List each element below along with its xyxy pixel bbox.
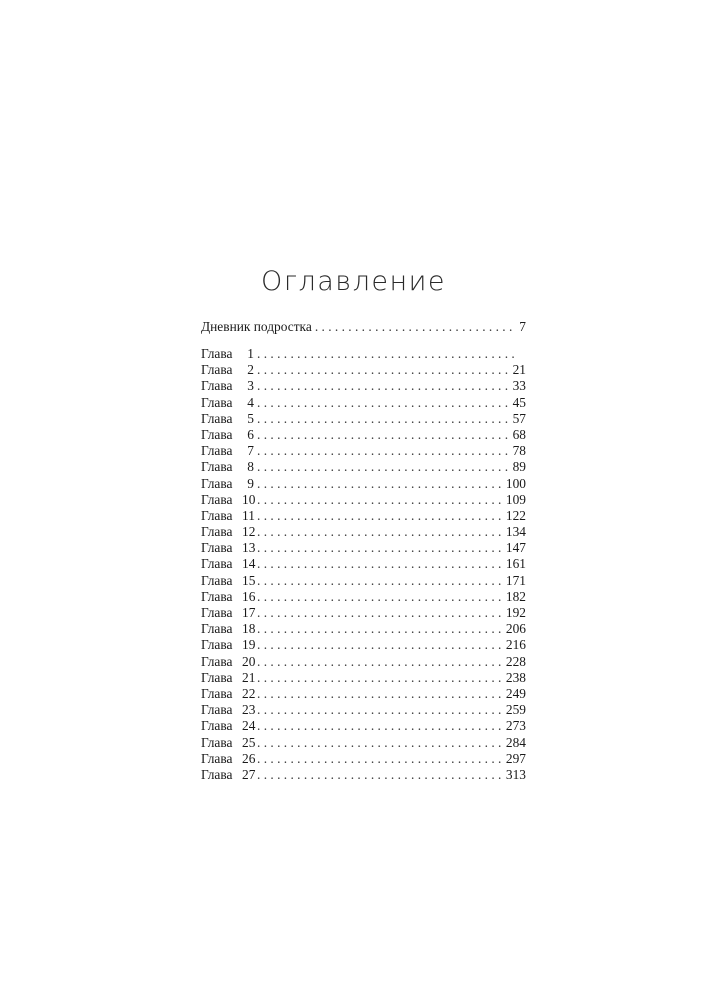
chapter-list bbox=[201, 346, 526, 783]
chapter-word: Глава bbox=[201, 685, 233, 701]
chapter-number: 2 bbox=[247, 362, 254, 378]
toc-entry-page: 134 bbox=[505, 524, 526, 540]
toc-entry-page: 171 bbox=[505, 572, 526, 588]
toc-entry-page: 122 bbox=[505, 507, 526, 523]
toc-entry-chapter bbox=[201, 540, 526, 556]
toc-entry-page: 297 bbox=[505, 750, 526, 766]
chapter-number: 27 bbox=[242, 766, 256, 782]
toc-entry-page: 33 bbox=[512, 378, 526, 394]
chapter-word: Глава bbox=[201, 702, 233, 718]
chapter-number: 4 bbox=[247, 394, 254, 410]
toc-entry-chapter bbox=[201, 378, 526, 394]
dot-leader bbox=[315, 318, 515, 336]
toc-entry-chapter bbox=[201, 751, 526, 767]
toc-entry-label bbox=[201, 395, 254, 411]
dot-leader bbox=[257, 524, 503, 540]
chapter-number: 18 bbox=[242, 621, 256, 637]
dot-leader bbox=[257, 751, 503, 767]
toc-entry-label bbox=[201, 524, 254, 540]
dot-leader bbox=[257, 735, 503, 751]
toc-entry-chapter bbox=[201, 459, 526, 475]
toc-entry-chapter bbox=[201, 702, 526, 718]
toc-entry-chapter bbox=[201, 621, 526, 637]
dot-leader bbox=[257, 605, 503, 621]
chapter-word: Глава bbox=[201, 669, 233, 685]
chapter-word: Глава bbox=[201, 556, 233, 572]
chapter-word: Глава bbox=[201, 588, 233, 604]
chapter-number: 1 bbox=[247, 346, 254, 361]
toc-entry-chapter bbox=[201, 476, 526, 492]
toc-entry-label: Дневник подростка bbox=[201, 319, 312, 334]
toc-entry-chapter bbox=[201, 362, 526, 378]
toc-entry-label bbox=[201, 751, 254, 767]
toc-entry-page: 249 bbox=[505, 685, 526, 701]
toc-entry-label bbox=[201, 605, 254, 621]
toc-entry-label bbox=[201, 508, 254, 524]
toc-entry-page: 182 bbox=[505, 588, 526, 604]
dot-leader bbox=[257, 589, 503, 605]
chapter-word: Глава bbox=[201, 394, 233, 410]
chapter-number: 25 bbox=[242, 734, 256, 750]
toc-entry-chapter bbox=[201, 637, 526, 653]
toc-entry-page: 100 bbox=[505, 475, 526, 491]
dot-leader bbox=[257, 395, 510, 411]
chapter-number: 26 bbox=[242, 750, 256, 766]
chapter-word: Глава bbox=[201, 653, 233, 669]
dot-leader bbox=[257, 767, 503, 783]
toc-entry-label bbox=[201, 718, 254, 734]
dot-leader bbox=[257, 508, 503, 524]
toc-entry-chapter bbox=[201, 589, 526, 605]
chapter-number: 21 bbox=[242, 669, 256, 685]
chapter-number: 23 bbox=[242, 702, 256, 718]
toc-entry-page: 284 bbox=[505, 734, 526, 750]
dot-leader bbox=[257, 411, 510, 427]
dot-leader bbox=[257, 556, 503, 572]
toc-entry-label bbox=[201, 411, 254, 427]
chapter-word: Глава bbox=[201, 637, 233, 653]
toc-entry-page: 7 bbox=[519, 319, 526, 334]
toc-entry-page: 161 bbox=[505, 556, 526, 572]
toc-entry-page: 21 bbox=[512, 362, 526, 378]
chapter-number: 7 bbox=[247, 443, 254, 459]
toc-entry-page: 313 bbox=[505, 766, 526, 782]
chapter-word: Глава bbox=[201, 734, 233, 750]
dot-leader bbox=[257, 476, 503, 492]
dot-leader bbox=[257, 621, 503, 637]
toc-entry-label bbox=[201, 735, 254, 751]
toc-entry-label bbox=[201, 476, 254, 492]
toc-entry-label bbox=[201, 589, 254, 605]
toc-entry-chapter bbox=[201, 654, 526, 670]
chapter-number: 15 bbox=[242, 572, 256, 588]
table-of-contents bbox=[201, 318, 526, 783]
toc-entry-page: 78 bbox=[512, 443, 526, 459]
chapter-number: 6 bbox=[247, 426, 254, 442]
toc-entry-chapter bbox=[201, 556, 526, 572]
toc-entry-page: 109 bbox=[505, 491, 526, 507]
toc-entry-chapter bbox=[201, 686, 526, 702]
toc-entry-page: 89 bbox=[512, 459, 526, 475]
toc-entry-label bbox=[201, 492, 254, 508]
toc-entry-label bbox=[201, 702, 254, 718]
toc-entry-intro bbox=[201, 318, 526, 336]
dot-leader bbox=[257, 702, 503, 718]
dot-leader bbox=[257, 573, 503, 589]
toc-entry-label bbox=[201, 654, 254, 670]
toc-entry-page: 192 bbox=[505, 605, 526, 620]
toc-entry-label bbox=[201, 686, 254, 702]
toc-entry-label bbox=[201, 767, 254, 783]
toc-entry-chapter bbox=[201, 718, 526, 734]
toc-entry-page: 45 bbox=[512, 394, 526, 410]
chapter-word: Глава bbox=[201, 507, 233, 523]
chapter-number: 3 bbox=[247, 378, 254, 394]
chapter-number: 5 bbox=[247, 410, 254, 426]
toc-entry-page: 259 bbox=[505, 702, 526, 718]
chapter-word: Глава bbox=[201, 766, 233, 782]
toc-entry-chapter bbox=[201, 508, 526, 524]
toc-entry-label bbox=[201, 637, 254, 653]
toc-entry-chapter bbox=[201, 492, 526, 508]
toc-entry-page: 273 bbox=[505, 718, 526, 734]
dot-leader bbox=[257, 670, 503, 686]
chapter-word: Глава bbox=[201, 540, 233, 556]
dot-leader bbox=[257, 427, 510, 443]
toc-entry-page: 147 bbox=[505, 540, 526, 556]
chapter-word: Глава bbox=[201, 572, 233, 588]
toc-entry-page: 57 bbox=[512, 410, 526, 426]
dot-leader bbox=[257, 654, 503, 670]
dot-leader bbox=[257, 718, 503, 734]
page-title: Оглавление bbox=[260, 266, 447, 297]
chapter-word: Глава bbox=[201, 621, 233, 637]
chapter-word: Глава bbox=[201, 750, 233, 766]
dot-leader bbox=[257, 459, 510, 475]
toc-entry-chapter bbox=[201, 395, 526, 411]
chapter-word: Глава bbox=[201, 378, 233, 394]
chapter-number: 12 bbox=[242, 524, 256, 540]
dot-leader bbox=[257, 686, 503, 702]
chapter-word: Глава bbox=[201, 718, 233, 734]
toc-entry-chapter bbox=[201, 767, 526, 783]
toc-entry-chapter bbox=[201, 427, 526, 443]
chapter-word: Глава bbox=[201, 605, 233, 620]
toc-entry-label bbox=[201, 443, 254, 459]
chapter-number: 24 bbox=[242, 718, 256, 734]
toc-entry-label bbox=[201, 362, 254, 378]
toc-entry-label bbox=[201, 670, 254, 686]
chapter-number: 13 bbox=[242, 540, 256, 556]
chapter-number: 19 bbox=[242, 637, 256, 653]
toc-entry-chapter bbox=[201, 670, 526, 686]
dot-leader bbox=[257, 637, 503, 653]
chapter-word: Глава bbox=[201, 491, 233, 507]
toc-entry-page: 206 bbox=[505, 621, 526, 637]
toc-entry-chapter bbox=[201, 605, 526, 621]
chapter-word: Глава bbox=[201, 475, 233, 491]
dot-leader bbox=[257, 540, 503, 556]
toc-entry-label bbox=[201, 621, 254, 637]
toc-entry-chapter bbox=[201, 524, 526, 540]
toc-entry-label bbox=[201, 459, 254, 475]
dot-leader bbox=[257, 378, 510, 394]
dot-leader bbox=[257, 346, 515, 362]
toc-entry-label bbox=[201, 573, 254, 589]
chapter-word: Глава bbox=[201, 362, 233, 378]
toc-entry-label bbox=[201, 346, 254, 362]
toc-entry-page: 238 bbox=[505, 669, 526, 685]
chapter-number: 9 bbox=[247, 475, 254, 491]
toc-entry-chapter bbox=[201, 411, 526, 427]
dot-leader bbox=[257, 362, 510, 378]
dot-leader bbox=[257, 492, 503, 508]
chapter-number: 10 bbox=[242, 491, 256, 507]
chapter-word: Глава bbox=[201, 524, 233, 540]
dot-leader bbox=[257, 443, 510, 459]
chapter-word: Глава bbox=[201, 346, 233, 361]
chapter-word: Глава bbox=[201, 410, 233, 426]
chapter-number: 14 bbox=[242, 556, 256, 572]
chapter-number: 8 bbox=[247, 459, 254, 475]
chapter-number: 17 bbox=[242, 605, 256, 620]
toc-entry-page: 228 bbox=[505, 653, 526, 669]
toc-entry-chapter bbox=[201, 346, 526, 362]
toc-entry-chapter bbox=[201, 735, 526, 751]
toc-entry-chapter bbox=[201, 573, 526, 589]
toc-entry-label bbox=[201, 556, 254, 572]
chapter-number: 11 bbox=[242, 507, 255, 523]
toc-entry-label bbox=[201, 378, 254, 394]
toc-entry-page: 216 bbox=[505, 637, 526, 653]
toc-entry-label bbox=[201, 540, 254, 556]
chapter-number: 20 bbox=[242, 653, 256, 669]
chapter-number: 16 bbox=[242, 588, 256, 604]
toc-entry-label bbox=[201, 427, 254, 443]
toc-entry-chapter bbox=[201, 443, 526, 459]
chapter-number: 22 bbox=[242, 685, 256, 701]
chapter-word: Глава bbox=[201, 426, 233, 442]
chapter-word: Глава bbox=[201, 459, 233, 475]
chapter-word: Глава bbox=[201, 443, 233, 459]
toc-entry-page: 68 bbox=[512, 426, 526, 442]
